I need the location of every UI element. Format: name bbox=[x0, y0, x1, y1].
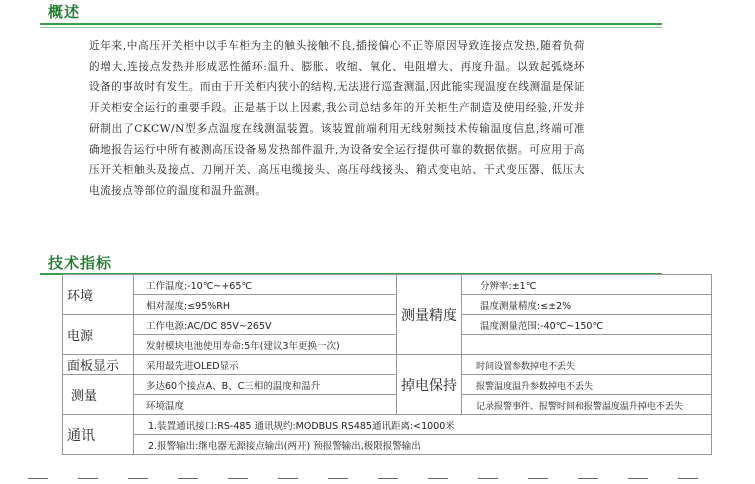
env-humidity: 相对湿度:≤95%RH bbox=[134, 295, 397, 315]
accuracy-label: 测量精度 bbox=[397, 275, 462, 355]
temp-accuracy: 温度测量精度:≤±2% bbox=[462, 295, 712, 315]
overview-rule bbox=[40, 23, 662, 25]
measure-points: 多达60个接点A、B、C三相的温度和温升 bbox=[134, 375, 397, 395]
env-temp: 工作温度:-10℃~+65℃ bbox=[134, 275, 397, 295]
power-supply: 工作电源:AC/DC 85V~265V bbox=[134, 315, 397, 335]
power-label: 电源 bbox=[63, 315, 134, 355]
overview-rule-sub bbox=[40, 27, 662, 28]
table-row bbox=[63, 275, 712, 295]
table-row bbox=[63, 395, 712, 415]
comm-interface: 1.装置通讯接口:RS-485 通讯规约:MODBUS RS485通讯距离:<1000米 bbox=[134, 415, 712, 435]
bottom-edge bbox=[0, 478, 755, 484]
overview-title: 概述 bbox=[48, 3, 81, 21]
retention-label: 掉电保持 bbox=[397, 355, 462, 415]
spec-table bbox=[62, 274, 712, 455]
power-battery: 发射模块电池使用寿命:5年(建议3年更换一次) bbox=[134, 335, 397, 355]
table-row bbox=[63, 295, 712, 315]
specs-title: 技术指标 bbox=[48, 254, 113, 272]
retention-time: 时间设置参数掉电不丢失 bbox=[462, 355, 712, 375]
overview-paragraph bbox=[89, 36, 585, 202]
comm-alarm: 2.报警输出:继电器无源接点输出(两开) 预报警输出,极限报警输出 bbox=[134, 435, 712, 455]
measure-label: 测量 bbox=[63, 375, 134, 415]
table-row bbox=[63, 375, 712, 395]
table-row bbox=[63, 415, 712, 435]
panel-value: 采用最先进OLED显示 bbox=[134, 355, 397, 375]
panel-label: 面板显示 bbox=[63, 355, 134, 375]
empty-cell bbox=[462, 335, 712, 355]
env-label: 环境 bbox=[63, 275, 134, 315]
temp-range: 温度测量范围:-40℃~150℃ bbox=[462, 315, 712, 335]
measure-env: 环境温度 bbox=[134, 395, 397, 415]
retention-records: 记录报警事件、报警时间和报警温度温升掉电不丢失 bbox=[462, 395, 712, 415]
retention-alarm-temp: 报警温度温升参数掉电不丢失 bbox=[462, 375, 712, 395]
table-row bbox=[63, 315, 712, 335]
table-row bbox=[63, 355, 712, 375]
table-row bbox=[63, 335, 712, 355]
table-row bbox=[63, 435, 712, 455]
resolution: 分辨率:±1℃ bbox=[462, 275, 712, 295]
comm-label: 通讯 bbox=[63, 415, 134, 455]
overview-text: 近年来,中高压开关柜中以手车柜为主的触头接触不良,插接偏心不正等原因导致连接点发热,随着负荷的增大,连接点发热并形成恶性循环:温升、膨胀、收缩、氧化、电阻增大、再度升温。以致起弧烧坏设备的事故时有发生。而由于开关柜内狭小的结构,无法进行巡查测温,因此能实现温度在线测温是保证开关柜安全运行的重要手段。正是基于以上因素,我公司总结多年的开关柜生产制造及使用经验,开发并研制出了CKCW/N型多点温度在线测温装置。该装置前端利用无线射频技术传输温度信息,终端可准确地报告运行中所有被测高压设备易发热部件温升,为设备安全运行提供可靠的数据依据。可应用于高压开关柜触头及接点、刀闸开关、高压电缆接头、高压母线接头、箱式变电站、干式变压器、低压大电流接点等部位的温度和温升监测。 bbox=[89, 40, 585, 197]
